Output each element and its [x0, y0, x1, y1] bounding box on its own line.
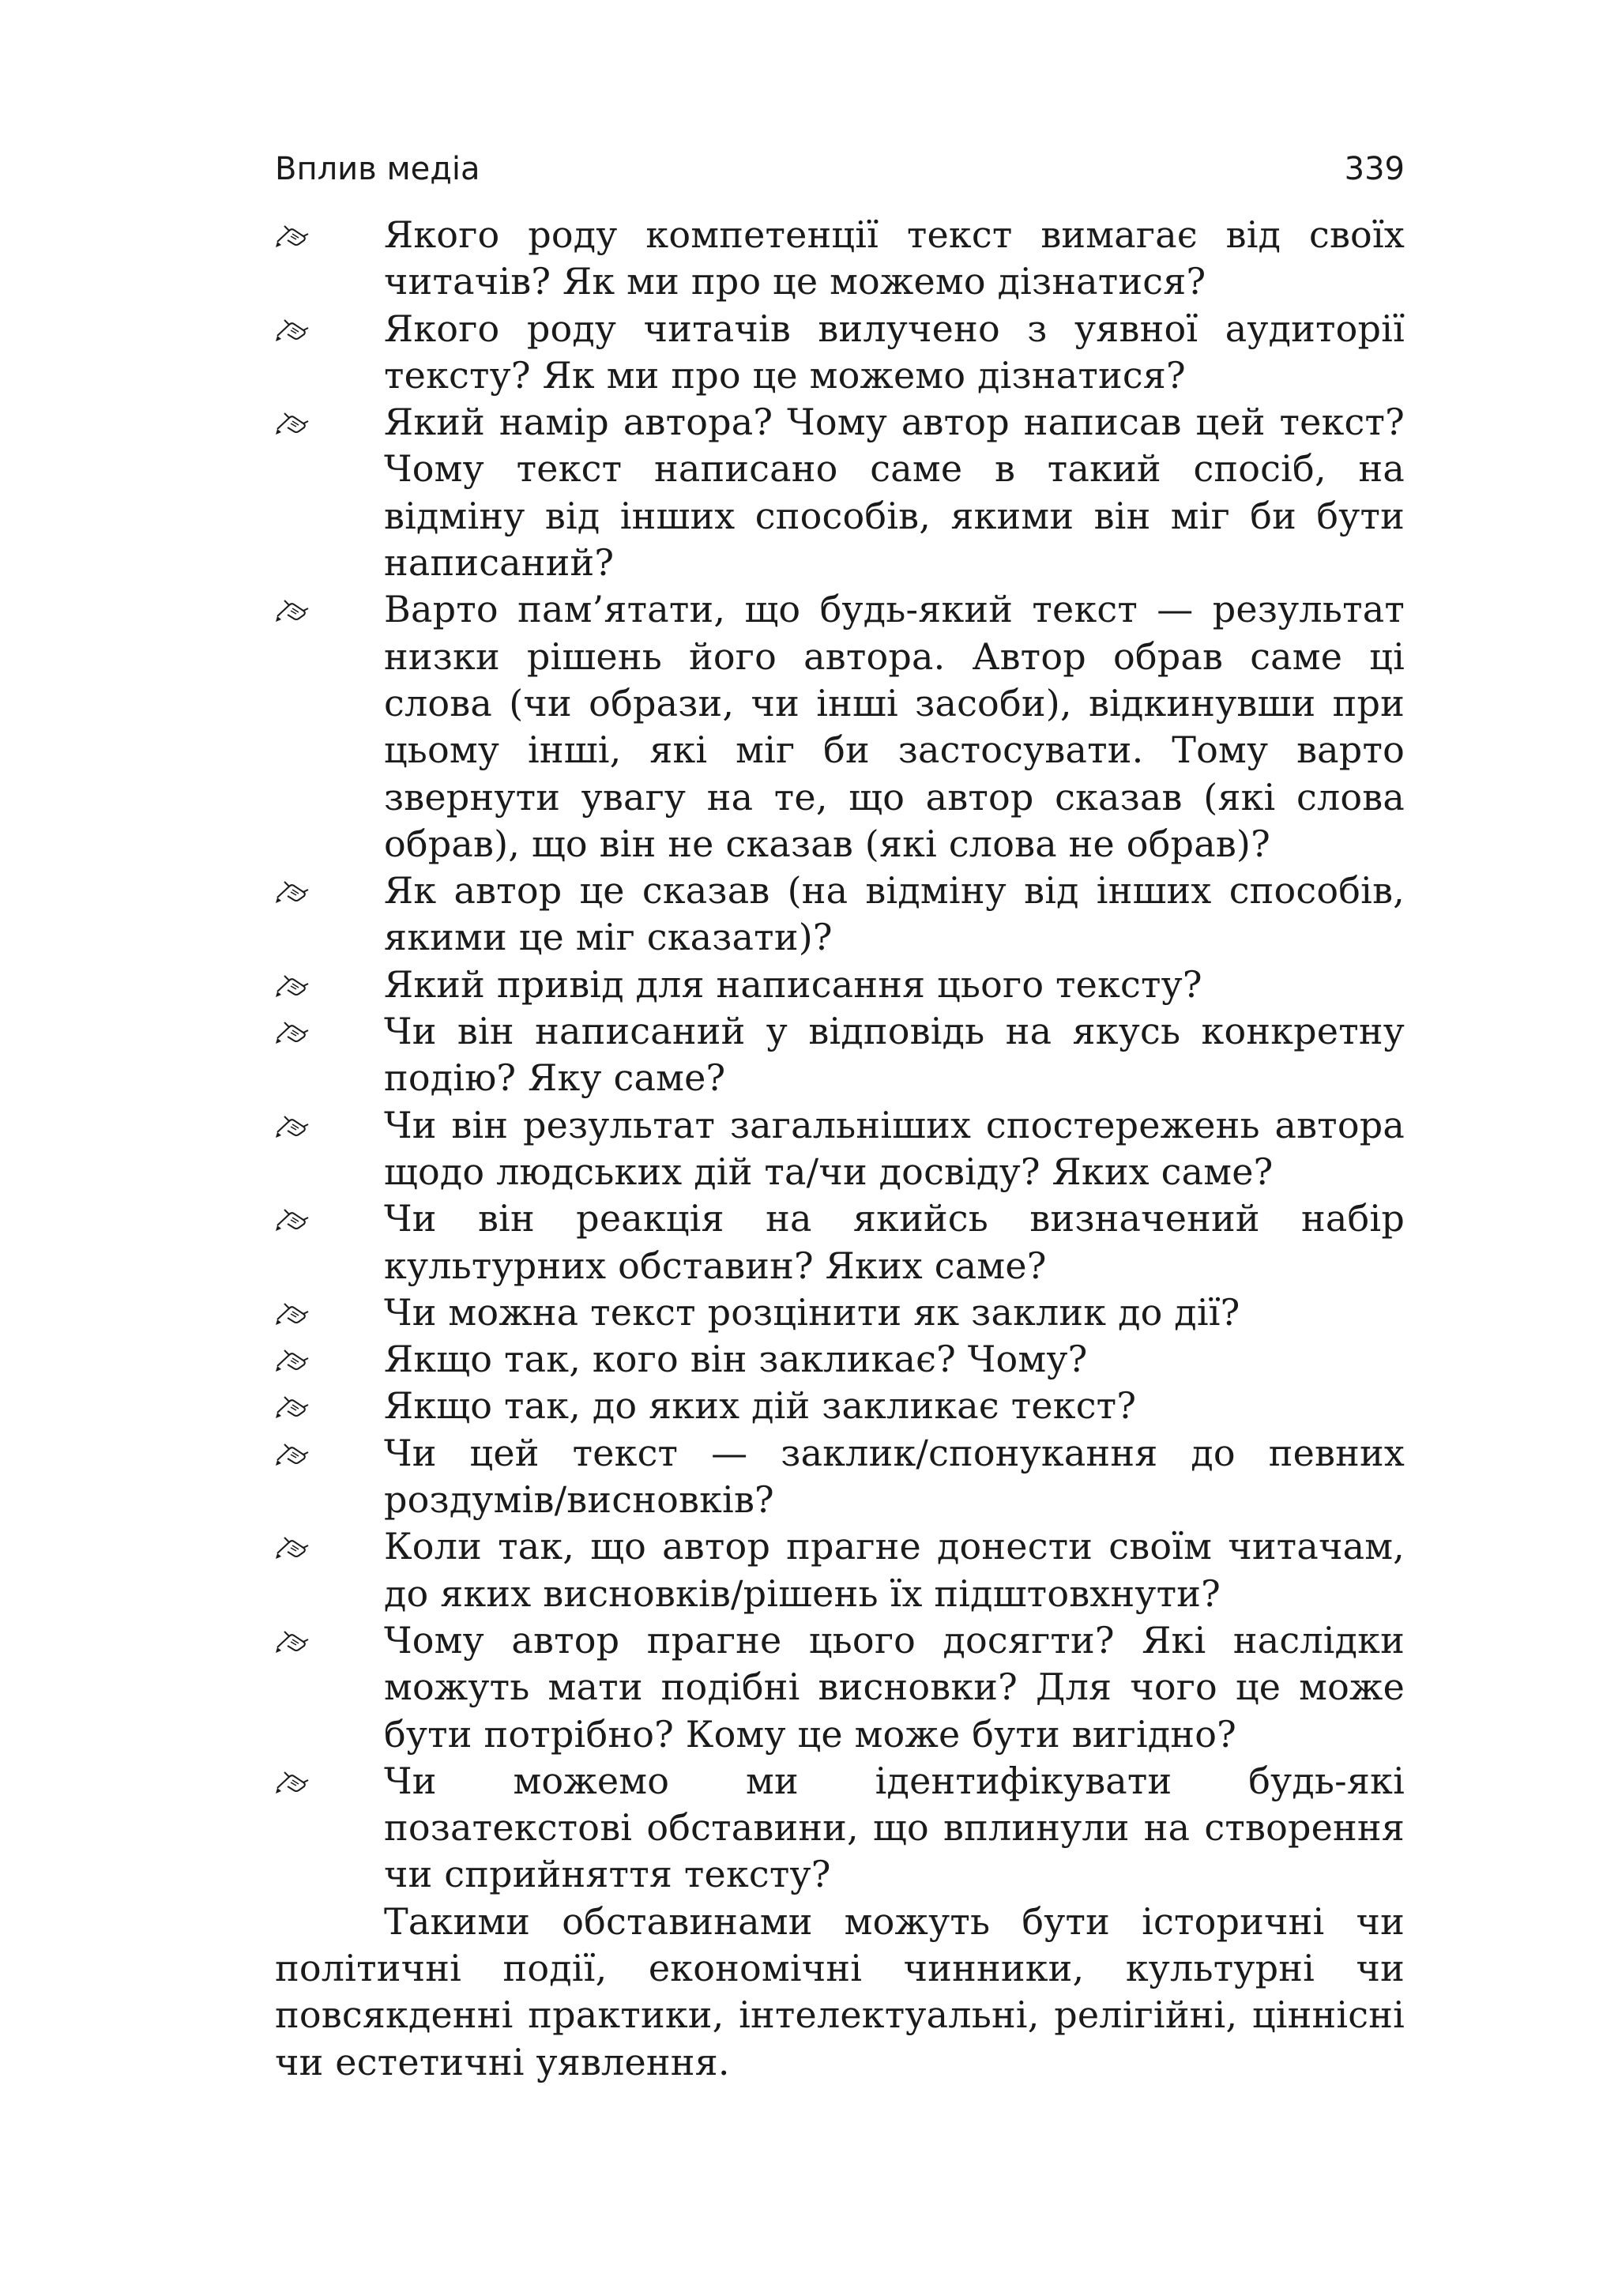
list-item-text: Який привід для написання цього тексту? — [384, 962, 1202, 1006]
writing-hand-icon — [275, 223, 310, 250]
running-head-title: Вплив медіа — [275, 151, 480, 187]
list-item — [275, 1008, 1405, 1102]
writing-hand-icon — [275, 597, 310, 624]
writing-hand-icon — [275, 1300, 310, 1327]
list-item — [275, 1617, 1405, 1758]
list-item — [275, 1289, 1405, 1336]
list-item-text: Чи він результат загальніших спостережень автора щодо людських дій та/чи досвіду? Яких саме? — [384, 1103, 1405, 1193]
list-item-text: Чи можна текст розцінити як заклик до дії? — [384, 1290, 1240, 1334]
list-item-text: Якщо так, кого він закликає? Чому? — [384, 1338, 1088, 1381]
list-item-text: Чи можемо ми ідентифікувати будь-які позатекстові обставини, що вплинули на створення чи сприйняття тексту? — [384, 1759, 1405, 1896]
writing-hand-icon — [275, 317, 310, 344]
list-item — [275, 1336, 1405, 1383]
list-item — [275, 1195, 1405, 1289]
list-item — [275, 962, 1405, 1008]
list-item-text: Чи цей текст — заклик/спонукання до певних роздумів/висновків? — [384, 1431, 1405, 1522]
writing-hand-icon — [275, 973, 310, 999]
writing-hand-icon — [275, 1769, 310, 1796]
list-item-text: Чи він реакція на якийсь визначений набір культурних обставин? Яких саме? — [384, 1197, 1405, 1287]
writing-hand-icon — [275, 1113, 310, 1140]
list-item-text: Коли так, що автор прагне донести своїм читачам, до яких висновків/рішень їх підштовхнути? — [384, 1525, 1405, 1615]
list-item-text: Як автор це сказав (на відміну від інших способів, якими це міг сказати)? — [384, 869, 1405, 959]
list-item-text: Варто пам’ятати, що будь-який текст — результат низки рішень його автора. Автор обрав саме ці слова (чи образи, чи інші засоби), відкинувши при цьому інші, які міг би застосувати. Тому варто звернути увагу на те, що автор сказав (які слова обрав), що він не сказав (які слова не обрав)? — [384, 588, 1405, 865]
body-text — [275, 212, 1405, 2086]
list-item-text: Чому автор прагне цього досягти? Які наслідки можуть мати подібні висновки? Для чого це може бути потрібно? Кому це може бути вигідно? — [384, 1618, 1405, 1756]
writing-hand-icon — [275, 1206, 310, 1233]
writing-hand-icon — [275, 1347, 310, 1374]
writing-hand-icon — [275, 879, 310, 905]
question-list — [275, 212, 1405, 1899]
page-number: 339 — [1344, 151, 1405, 187]
list-item — [275, 399, 1405, 586]
writing-hand-icon — [275, 410, 310, 437]
list-item — [275, 1430, 1405, 1524]
list-item-text: Який намір автора? Чому автор написав цей текст? Чому текст написано саме в такий спосіб, на відміну від інших способів, якими він міг би бути написаний? — [384, 401, 1405, 585]
list-item-text: Чи він написаний у відповідь на якусь конкретну подію? Яку саме? — [384, 1010, 1405, 1100]
writing-hand-icon — [275, 1534, 310, 1561]
list-item — [275, 212, 1405, 306]
list-item — [275, 586, 1405, 868]
list-item — [275, 1383, 1405, 1429]
list-item-text: Якщо так, до яких дій закликає текст? — [384, 1384, 1137, 1428]
running-head — [275, 145, 1405, 193]
writing-hand-icon — [275, 1394, 310, 1421]
closing-paragraph: Такими обставинами можуть бути історичні чи політичні події, економічні чинники, культурні чи повсякденні практики, інтелектуальні, релігійні, ціннісні чи естетичні уявлення. — [275, 1899, 1405, 2083]
list-item — [275, 1523, 1405, 1617]
list-item — [275, 868, 1405, 962]
list-item-text: Якого роду компетенції текст вимагає від своїх читачів? Як ми про це можемо дізнатися? — [384, 213, 1405, 303]
list-item — [275, 1102, 1405, 1196]
writing-hand-icon — [275, 1019, 310, 1046]
writing-hand-icon — [275, 1441, 310, 1468]
list-item — [275, 1758, 1405, 1899]
list-item — [275, 306, 1405, 400]
list-item-text: Якого роду читачів вилучено з уявної аудиторії тексту? Як ми про це можемо дізнатися? — [384, 307, 1405, 397]
writing-hand-icon — [275, 1628, 310, 1655]
